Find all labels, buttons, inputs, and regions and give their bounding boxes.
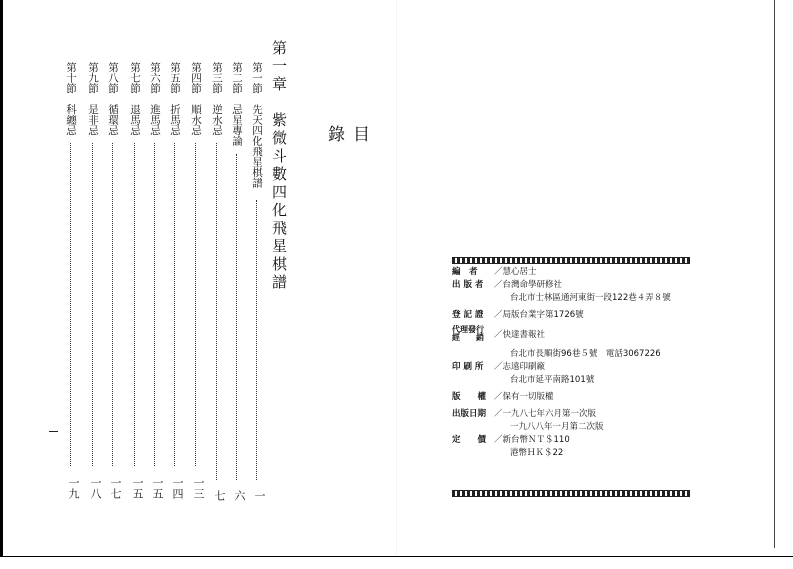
colophon-bottom-border	[452, 490, 690, 497]
toc-entry	[187, 62, 205, 502]
toc-entry	[84, 62, 102, 502]
printer-address: 台北市延平南路101號	[510, 375, 595, 385]
separator: ／	[494, 310, 503, 320]
section-number: 第七節	[129, 62, 141, 94]
section-number: 第四節	[190, 62, 202, 94]
separator: ／	[494, 280, 503, 290]
price-label: 定 價	[452, 435, 487, 445]
page-marker	[49, 431, 58, 432]
section-number: 第六節	[149, 62, 161, 94]
page-number: 七	[213, 489, 226, 501]
first-edition-date: 一九八七年六月第一次版	[502, 409, 597, 419]
separator: ／	[494, 330, 503, 340]
section-title: 順水忌	[190, 104, 202, 136]
chapter-heading: 第一章 紫微斗數四化飛星棋譜	[270, 40, 288, 292]
separator: ／	[494, 435, 503, 445]
publisher-row	[452, 279, 702, 292]
copyright-row	[452, 391, 702, 404]
leader-dots	[174, 143, 175, 467]
distributor-address: 台北市長順街96巷５號 電話3067226	[510, 349, 661, 359]
price-ntd: 新台幣ＮＴ＄110	[502, 435, 570, 445]
page-number: 一三	[192, 477, 205, 499]
author-row	[452, 266, 702, 279]
section-number: 第一節	[251, 62, 263, 94]
page-number: 一四	[171, 477, 184, 499]
section-title: 循環忌	[107, 104, 119, 136]
toc-title: 目錄	[324, 125, 369, 208]
toc-entry	[126, 62, 144, 502]
leader-dots	[70, 143, 71, 467]
section-title: 先天四化飛星棋譜	[251, 104, 263, 188]
distributor-label-line2: 經 銷	[452, 333, 484, 342]
separator: ／	[494, 267, 503, 277]
publisher-label: 出 版 者	[452, 280, 484, 290]
scan-edge-right	[774, 0, 775, 548]
registration-value: 局版台業字第1726號	[502, 310, 584, 320]
section-title: 忌星專論	[231, 104, 243, 146]
toc-entry	[146, 62, 164, 502]
toc-entry	[62, 62, 80, 502]
distributor-label-line1: 代理發行	[452, 325, 484, 334]
page-number: 一五	[151, 477, 164, 499]
author-label: 編 者	[452, 267, 478, 277]
distributor-value: 快達書報社	[502, 330, 546, 340]
toc-entry	[104, 62, 122, 502]
dates-label: 出版日期	[452, 409, 487, 419]
leader-dots	[236, 154, 237, 480]
copyright-label: 版 權	[452, 392, 487, 402]
page-number: 一	[253, 489, 266, 501]
page-number: 六	[233, 489, 246, 501]
price-row	[452, 434, 702, 447]
page-number: 一五	[131, 477, 144, 499]
scan-edge-left	[0, 0, 3, 568]
author-value: 慧心居士	[502, 267, 537, 277]
colophon	[452, 266, 702, 460]
registration-row	[452, 309, 702, 322]
section-title: 進馬忌	[149, 104, 161, 136]
section-title: 退馬忌	[129, 104, 141, 136]
leader-dots	[195, 143, 196, 467]
toc-entry	[248, 62, 266, 502]
section-number: 第八節	[107, 62, 119, 94]
printer-row	[452, 361, 702, 374]
toc-entry	[208, 62, 226, 502]
separator: ／	[494, 409, 503, 419]
page-number: 一九	[67, 477, 80, 499]
second-edition-date: 一九八八年一月第二次版	[510, 422, 604, 432]
page-fold	[396, 0, 397, 568]
distributor-row	[452, 326, 702, 344]
section-number: 第二節	[231, 62, 243, 94]
leader-dots	[92, 143, 93, 467]
distributor-label	[452, 326, 494, 344]
publisher-address: 台北市士林區通河東街一段122巷４弄８號	[510, 293, 671, 303]
dates-row	[452, 408, 702, 421]
section-number: 第十節	[65, 62, 77, 94]
colophon-top-border	[452, 257, 690, 264]
section-title: 是非忌	[87, 104, 99, 136]
printer-value: 志遠印刷廠	[502, 362, 546, 372]
leader-dots	[112, 143, 113, 467]
page-number: 一八	[89, 477, 102, 499]
section-number: 第九節	[87, 62, 99, 94]
section-title: 逆水忌	[211, 104, 223, 136]
toc-entry	[228, 62, 246, 502]
printer-label: 印 刷 所	[452, 362, 484, 372]
leader-dots	[256, 200, 257, 480]
leader-dots	[134, 143, 135, 467]
page-number: 一七	[109, 477, 122, 499]
scan-edge-bottom	[0, 556, 793, 569]
price-hkd: 港幣ＨＫ＄22	[510, 448, 564, 458]
section-title: 折馬忌	[169, 104, 181, 136]
toc-entry	[166, 62, 184, 502]
publisher-value: 台灣命學研修社	[502, 280, 563, 290]
leader-dots	[216, 143, 217, 481]
registration-label: 登 記 證	[452, 310, 484, 320]
section-number: 第五節	[169, 62, 181, 94]
separator: ／	[494, 392, 503, 402]
leader-dots	[154, 143, 155, 467]
section-title: 科纏忌	[65, 104, 77, 136]
copyright-value: 保有一切版權	[502, 392, 554, 402]
separator: ／	[494, 362, 503, 372]
section-number: 第三節	[211, 62, 223, 94]
